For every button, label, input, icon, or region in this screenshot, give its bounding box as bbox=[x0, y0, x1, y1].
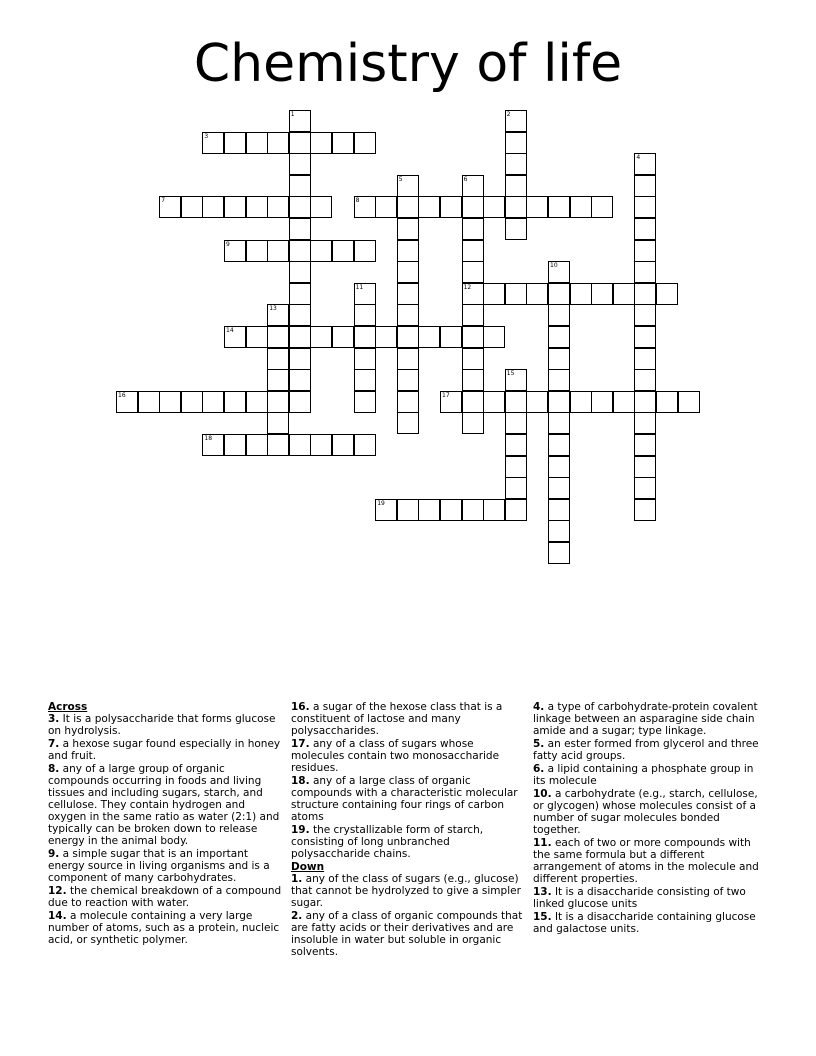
crossword-cell[interactable] bbox=[397, 391, 419, 413]
crossword-cell[interactable] bbox=[289, 218, 311, 240]
crossword-cell[interactable] bbox=[440, 391, 462, 413]
crossword-cell[interactable] bbox=[224, 132, 246, 154]
crossword-cell[interactable] bbox=[526, 391, 548, 413]
crossword-cell[interactable] bbox=[332, 326, 354, 348]
crossword-cell[interactable] bbox=[138, 391, 160, 413]
crossword-cell[interactable] bbox=[462, 304, 484, 326]
crossword-cell[interactable] bbox=[354, 304, 376, 326]
clue-number: 2 bbox=[506, 111, 511, 118]
crossword-cell[interactable] bbox=[634, 499, 656, 521]
clue-down: 4. a type of carbohydrate-protein covalent linkage between an asparagine side chain amide and a sugar; type linkage. bbox=[533, 701, 758, 737]
crossword-cell[interactable] bbox=[267, 434, 289, 456]
crossword-cell[interactable] bbox=[397, 175, 419, 197]
crossword-cell[interactable] bbox=[634, 391, 656, 413]
crossword-cell[interactable] bbox=[267, 369, 289, 391]
crossword-cell[interactable] bbox=[634, 434, 656, 456]
crossword-cell[interactable] bbox=[656, 391, 678, 413]
clue-number: 6 bbox=[463, 175, 468, 183]
crossword-cell[interactable] bbox=[483, 196, 505, 218]
crossword-cell[interactable] bbox=[224, 196, 246, 218]
crossword-cell[interactable] bbox=[526, 196, 548, 218]
crossword-cell[interactable] bbox=[332, 132, 354, 154]
crossword-cell[interactable] bbox=[634, 153, 656, 175]
clue-down: 1. any of the class of sugars (e.g., glucose) that cannot be hydrolyzed to give a simpler sugar. bbox=[291, 873, 521, 909]
crossword-cell[interactable] bbox=[289, 240, 311, 262]
crossword-cell[interactable] bbox=[354, 434, 376, 456]
crossword-cell[interactable] bbox=[397, 326, 419, 348]
crossword-cell[interactable] bbox=[505, 153, 527, 175]
crossword-cell[interactable] bbox=[591, 283, 613, 305]
crossword-cell[interactable] bbox=[267, 326, 289, 348]
crossword-cell[interactable] bbox=[656, 283, 678, 305]
crossword-cell[interactable] bbox=[591, 196, 613, 218]
clue-down: 6. a lipid containing a phosphate group in its molecule bbox=[533, 763, 754, 787]
crossword-cell[interactable] bbox=[289, 326, 311, 348]
crossword-cell[interactable] bbox=[246, 132, 268, 154]
crossword-cell[interactable] bbox=[634, 240, 656, 262]
crossword-cell[interactable] bbox=[354, 196, 376, 218]
clue-number: 16 bbox=[118, 391, 126, 399]
clues-column-3 bbox=[533, 701, 769, 936]
crossword-cell[interactable] bbox=[483, 283, 505, 305]
crossword-cell[interactable] bbox=[505, 391, 527, 413]
crossword-cell[interactable] bbox=[462, 218, 484, 240]
clue-across: 8. any of a large group of organic compounds occurring in foods and living tissues and including sugars, starch, and cellulose. They contain hydrogen and oxygen in the same ratio as water (2:1) and typically can be broken down to release energy in the animal body. bbox=[48, 763, 280, 847]
crossword-cell[interactable] bbox=[634, 412, 656, 434]
crossword-cell[interactable] bbox=[289, 153, 311, 175]
crossword-cell[interactable] bbox=[634, 261, 656, 283]
crossword-cell[interactable] bbox=[440, 196, 462, 218]
crossword-cell[interactable] bbox=[591, 391, 613, 413]
crossword-cell[interactable] bbox=[289, 196, 311, 218]
crossword-cell[interactable] bbox=[289, 348, 311, 370]
crossword-cell[interactable] bbox=[202, 196, 224, 218]
crossword-cell[interactable] bbox=[224, 391, 246, 413]
crossword-cell[interactable] bbox=[548, 520, 570, 542]
crossword-cell[interactable] bbox=[289, 391, 311, 413]
crossword-cell[interactable] bbox=[634, 326, 656, 348]
crossword-cell[interactable] bbox=[483, 326, 505, 348]
crossword-cell[interactable] bbox=[548, 196, 570, 218]
crossword-cell[interactable] bbox=[375, 326, 397, 348]
crossword-cell[interactable] bbox=[289, 434, 311, 456]
clue-across: 18. any of a large class of organic compounds with a characteristic molecular structure containing four rings of carbon atoms bbox=[291, 775, 518, 823]
crossword-cell[interactable] bbox=[483, 391, 505, 413]
crossword-cell[interactable] bbox=[548, 304, 570, 326]
crossword-cell[interactable] bbox=[505, 412, 527, 434]
crossword-cell[interactable] bbox=[224, 240, 246, 262]
clue-across: 14. a molecule containing a very large number of atoms, such as a protein, nucleic acid, or synthetic polymer. bbox=[48, 910, 280, 946]
clue-number: 11 bbox=[355, 283, 364, 291]
clue-number: 10 bbox=[550, 262, 558, 270]
clue-number: 8 bbox=[355, 197, 360, 205]
crossword-cell[interactable] bbox=[462, 326, 484, 348]
crossword-cell[interactable] bbox=[397, 261, 419, 283]
crossword-cell[interactable] bbox=[246, 196, 268, 218]
puzzle-title: Chemistry of life bbox=[193, 34, 623, 94]
crossword-cell[interactable] bbox=[354, 369, 376, 391]
crossword-cell[interactable] bbox=[548, 477, 570, 499]
clue-number: 12 bbox=[463, 283, 472, 291]
crossword-cell[interactable] bbox=[462, 283, 484, 305]
crossword-cell[interactable] bbox=[267, 391, 289, 413]
crossword-cell[interactable] bbox=[505, 369, 527, 391]
crossword-cell[interactable] bbox=[116, 391, 138, 413]
clue-number: 5 bbox=[398, 175, 403, 183]
crossword-cell[interactable] bbox=[246, 240, 268, 262]
crossword-cell[interactable] bbox=[483, 499, 505, 521]
down-heading: Down bbox=[291, 861, 325, 873]
crossword-cell[interactable] bbox=[462, 348, 484, 370]
crossword-cell[interactable] bbox=[548, 542, 570, 564]
crossword-cell[interactable] bbox=[505, 434, 527, 456]
crossword-cell[interactable] bbox=[267, 196, 289, 218]
crossword-cell[interactable] bbox=[397, 412, 419, 434]
clue-across: 7. a hexose sugar found especially in honey and fruit. bbox=[48, 738, 281, 762]
crossword-cell[interactable] bbox=[289, 175, 311, 197]
clue-number: 17 bbox=[442, 391, 450, 399]
clue-number: 7 bbox=[161, 197, 166, 205]
crossword-cell[interactable] bbox=[462, 175, 484, 197]
crossword-cell[interactable] bbox=[181, 196, 203, 218]
clue-across: 19. the crystallizable form of starch, consisting of long unbranched polysaccharide chains. bbox=[291, 824, 484, 860]
clue-down: 5. an ester formed from glycerol and three fatty acid groups. bbox=[533, 738, 759, 762]
crossword-cell[interactable] bbox=[354, 326, 376, 348]
clue-across: 12. the chemical breakdown of a compound due to reaction with water. bbox=[48, 885, 282, 909]
crossword-cell[interactable] bbox=[505, 499, 527, 521]
crossword-cell[interactable] bbox=[634, 477, 656, 499]
crossword-cell[interactable] bbox=[418, 196, 440, 218]
crossword-cell[interactable] bbox=[354, 391, 376, 413]
crossword-cell[interactable] bbox=[678, 391, 700, 413]
clue-number: 14 bbox=[226, 327, 234, 334]
crossword-cell[interactable] bbox=[462, 412, 484, 434]
clue-down: 11. each of two or more compounds with the same formula but a different arrangement of atoms in the molecule and different properties. bbox=[533, 837, 759, 885]
crossword-cell[interactable] bbox=[548, 499, 570, 521]
clues-column-1 bbox=[48, 701, 284, 947]
crossword-cell[interactable] bbox=[462, 196, 484, 218]
clue-down: 10. a carbohydrate (e.g., starch, cellulose, or glycogen) whose molecules consist of a number of sugar molecules bonded together. bbox=[533, 788, 758, 836]
crossword-cell[interactable] bbox=[397, 499, 419, 521]
crossword-cell[interactable] bbox=[397, 369, 419, 391]
crossword-cell[interactable] bbox=[462, 369, 484, 391]
crossword-cell[interactable] bbox=[375, 196, 397, 218]
clue-across: 9. a simple sugar that is an important energy source in living organisms and is a component of many carbohydrates. bbox=[48, 848, 270, 884]
crossword-cell[interactable] bbox=[505, 456, 527, 478]
crossword-cell[interactable] bbox=[505, 175, 527, 197]
crossword-cell[interactable] bbox=[289, 283, 311, 305]
crossword-cell[interactable] bbox=[634, 218, 656, 240]
crossword-cell[interactable] bbox=[375, 499, 397, 521]
crossword-cell[interactable] bbox=[570, 391, 592, 413]
crossword-cell[interactable] bbox=[462, 391, 484, 413]
crossword-cell[interactable] bbox=[310, 132, 332, 154]
clue-number: 1 bbox=[290, 111, 295, 118]
crossword-cell[interactable] bbox=[548, 456, 570, 478]
crossword-cell[interactable] bbox=[418, 499, 440, 521]
crossword-cell[interactable] bbox=[634, 304, 656, 326]
crossword-cell[interactable] bbox=[505, 283, 527, 305]
clue-number: 19 bbox=[377, 499, 385, 507]
clue-number: 15 bbox=[506, 370, 515, 378]
crossword-cell[interactable] bbox=[267, 304, 289, 326]
crossword-cell[interactable] bbox=[354, 283, 376, 305]
crossword-cell[interactable] bbox=[289, 304, 311, 326]
crossword-cell[interactable] bbox=[246, 434, 268, 456]
crossword-cell[interactable] bbox=[397, 304, 419, 326]
crossword-cell[interactable] bbox=[548, 412, 570, 434]
crossword-cell[interactable] bbox=[505, 110, 527, 132]
crossword-cell[interactable] bbox=[548, 348, 570, 370]
crossword-cell[interactable] bbox=[440, 499, 462, 521]
crossword-cell[interactable] bbox=[505, 132, 527, 154]
crossword-cell[interactable] bbox=[224, 434, 246, 456]
crossword-cell[interactable] bbox=[418, 326, 440, 348]
crossword-cell[interactable] bbox=[570, 196, 592, 218]
clue-down: 15. It is a disaccharide containing glucose and galactose units. bbox=[533, 911, 756, 935]
crossword-cell[interactable] bbox=[634, 196, 656, 218]
crossword-cell[interactable] bbox=[202, 391, 224, 413]
crossword-cell[interactable] bbox=[634, 175, 656, 197]
crossword-cell[interactable] bbox=[634, 283, 656, 305]
crossword-cell[interactable] bbox=[634, 348, 656, 370]
crossword-cell[interactable] bbox=[397, 283, 419, 305]
crossword-cell[interactable] bbox=[310, 434, 332, 456]
crossword-cell[interactable] bbox=[526, 283, 548, 305]
clue-across: 3. It is a polysaccharide that forms glucose on hydrolysis. bbox=[48, 713, 276, 737]
crossword-cell[interactable] bbox=[332, 240, 354, 262]
crossword-cell[interactable] bbox=[354, 348, 376, 370]
crossword-cell[interactable] bbox=[397, 348, 419, 370]
crossword-cell[interactable] bbox=[267, 412, 289, 434]
crossword-cell[interactable] bbox=[159, 196, 181, 218]
crossword-cell[interactable] bbox=[181, 391, 203, 413]
crossword-cell[interactable] bbox=[310, 196, 332, 218]
clue-number: 18 bbox=[204, 435, 213, 442]
crossword-cell[interactable] bbox=[202, 132, 224, 154]
crossword-cell[interactable] bbox=[613, 391, 635, 413]
clue-down: 2. any of a class of organic compounds that are fatty acids or their derivatives and are insoluble in water but soluble in organic solvents. bbox=[291, 910, 523, 958]
crossword-cell[interactable] bbox=[462, 499, 484, 521]
crossword-cell[interactable] bbox=[267, 240, 289, 262]
crossword-cell[interactable] bbox=[289, 369, 311, 391]
crossword-cell[interactable] bbox=[548, 261, 570, 283]
crossword-cell[interactable] bbox=[289, 132, 311, 154]
crossword-cell[interactable] bbox=[246, 391, 268, 413]
crossword-cell[interactable] bbox=[613, 283, 635, 305]
crossword-cell[interactable] bbox=[505, 477, 527, 499]
crossword-cell[interactable] bbox=[440, 326, 462, 348]
crossword-cell[interactable] bbox=[570, 283, 592, 305]
crossword-cell[interactable] bbox=[462, 261, 484, 283]
crossword-cell[interactable] bbox=[397, 196, 419, 218]
crossword-cell[interactable] bbox=[548, 283, 570, 305]
crossword-cell[interactable] bbox=[159, 391, 181, 413]
crossword-cell[interactable] bbox=[289, 110, 311, 132]
crossword-cell[interactable] bbox=[310, 326, 332, 348]
clue-number: 13 bbox=[269, 305, 277, 313]
crossword-cell[interactable] bbox=[548, 391, 570, 413]
crossword-cell[interactable] bbox=[202, 434, 224, 456]
crossword-cell[interactable] bbox=[548, 434, 570, 456]
clue-across: 17. any of a class of sugars whose molecules contain two monosaccharide residues. bbox=[291, 738, 500, 774]
crossword-cell[interactable] bbox=[289, 261, 311, 283]
clues-column-2 bbox=[291, 701, 527, 959]
crossword-cell[interactable] bbox=[462, 240, 484, 262]
crossword-cell[interactable] bbox=[548, 369, 570, 391]
crossword-cell[interactable] bbox=[224, 326, 246, 348]
crossword-cell[interactable] bbox=[505, 196, 527, 218]
crossword-cell[interactable] bbox=[548, 326, 570, 348]
clue-number: 9 bbox=[226, 240, 230, 248]
crossword-cell[interactable] bbox=[397, 218, 419, 240]
clue-number: 4 bbox=[636, 154, 641, 162]
crossword-cell[interactable] bbox=[310, 240, 332, 262]
clue-down: 13. It is a disaccharide consisting of two linked glucose units bbox=[533, 886, 746, 910]
crossword-cell[interactable] bbox=[267, 132, 289, 154]
crossword-cell[interactable] bbox=[267, 348, 289, 370]
clue-number: 3 bbox=[204, 132, 209, 140]
crossword-cell[interactable] bbox=[246, 326, 268, 348]
across-heading: Across bbox=[48, 701, 88, 713]
clue-across: 16. a sugar of the hexose class that is a constituent of lactose and many polysaccharides. bbox=[291, 701, 503, 737]
crossword-cell[interactable] bbox=[505, 218, 527, 240]
crossword-cell[interactable] bbox=[634, 456, 656, 478]
crossword-cell[interactable] bbox=[354, 132, 376, 154]
crossword-cell[interactable] bbox=[397, 240, 419, 262]
crossword-cell[interactable] bbox=[634, 369, 656, 391]
crossword-cell[interactable] bbox=[354, 240, 376, 262]
crossword-cell[interactable] bbox=[332, 434, 354, 456]
